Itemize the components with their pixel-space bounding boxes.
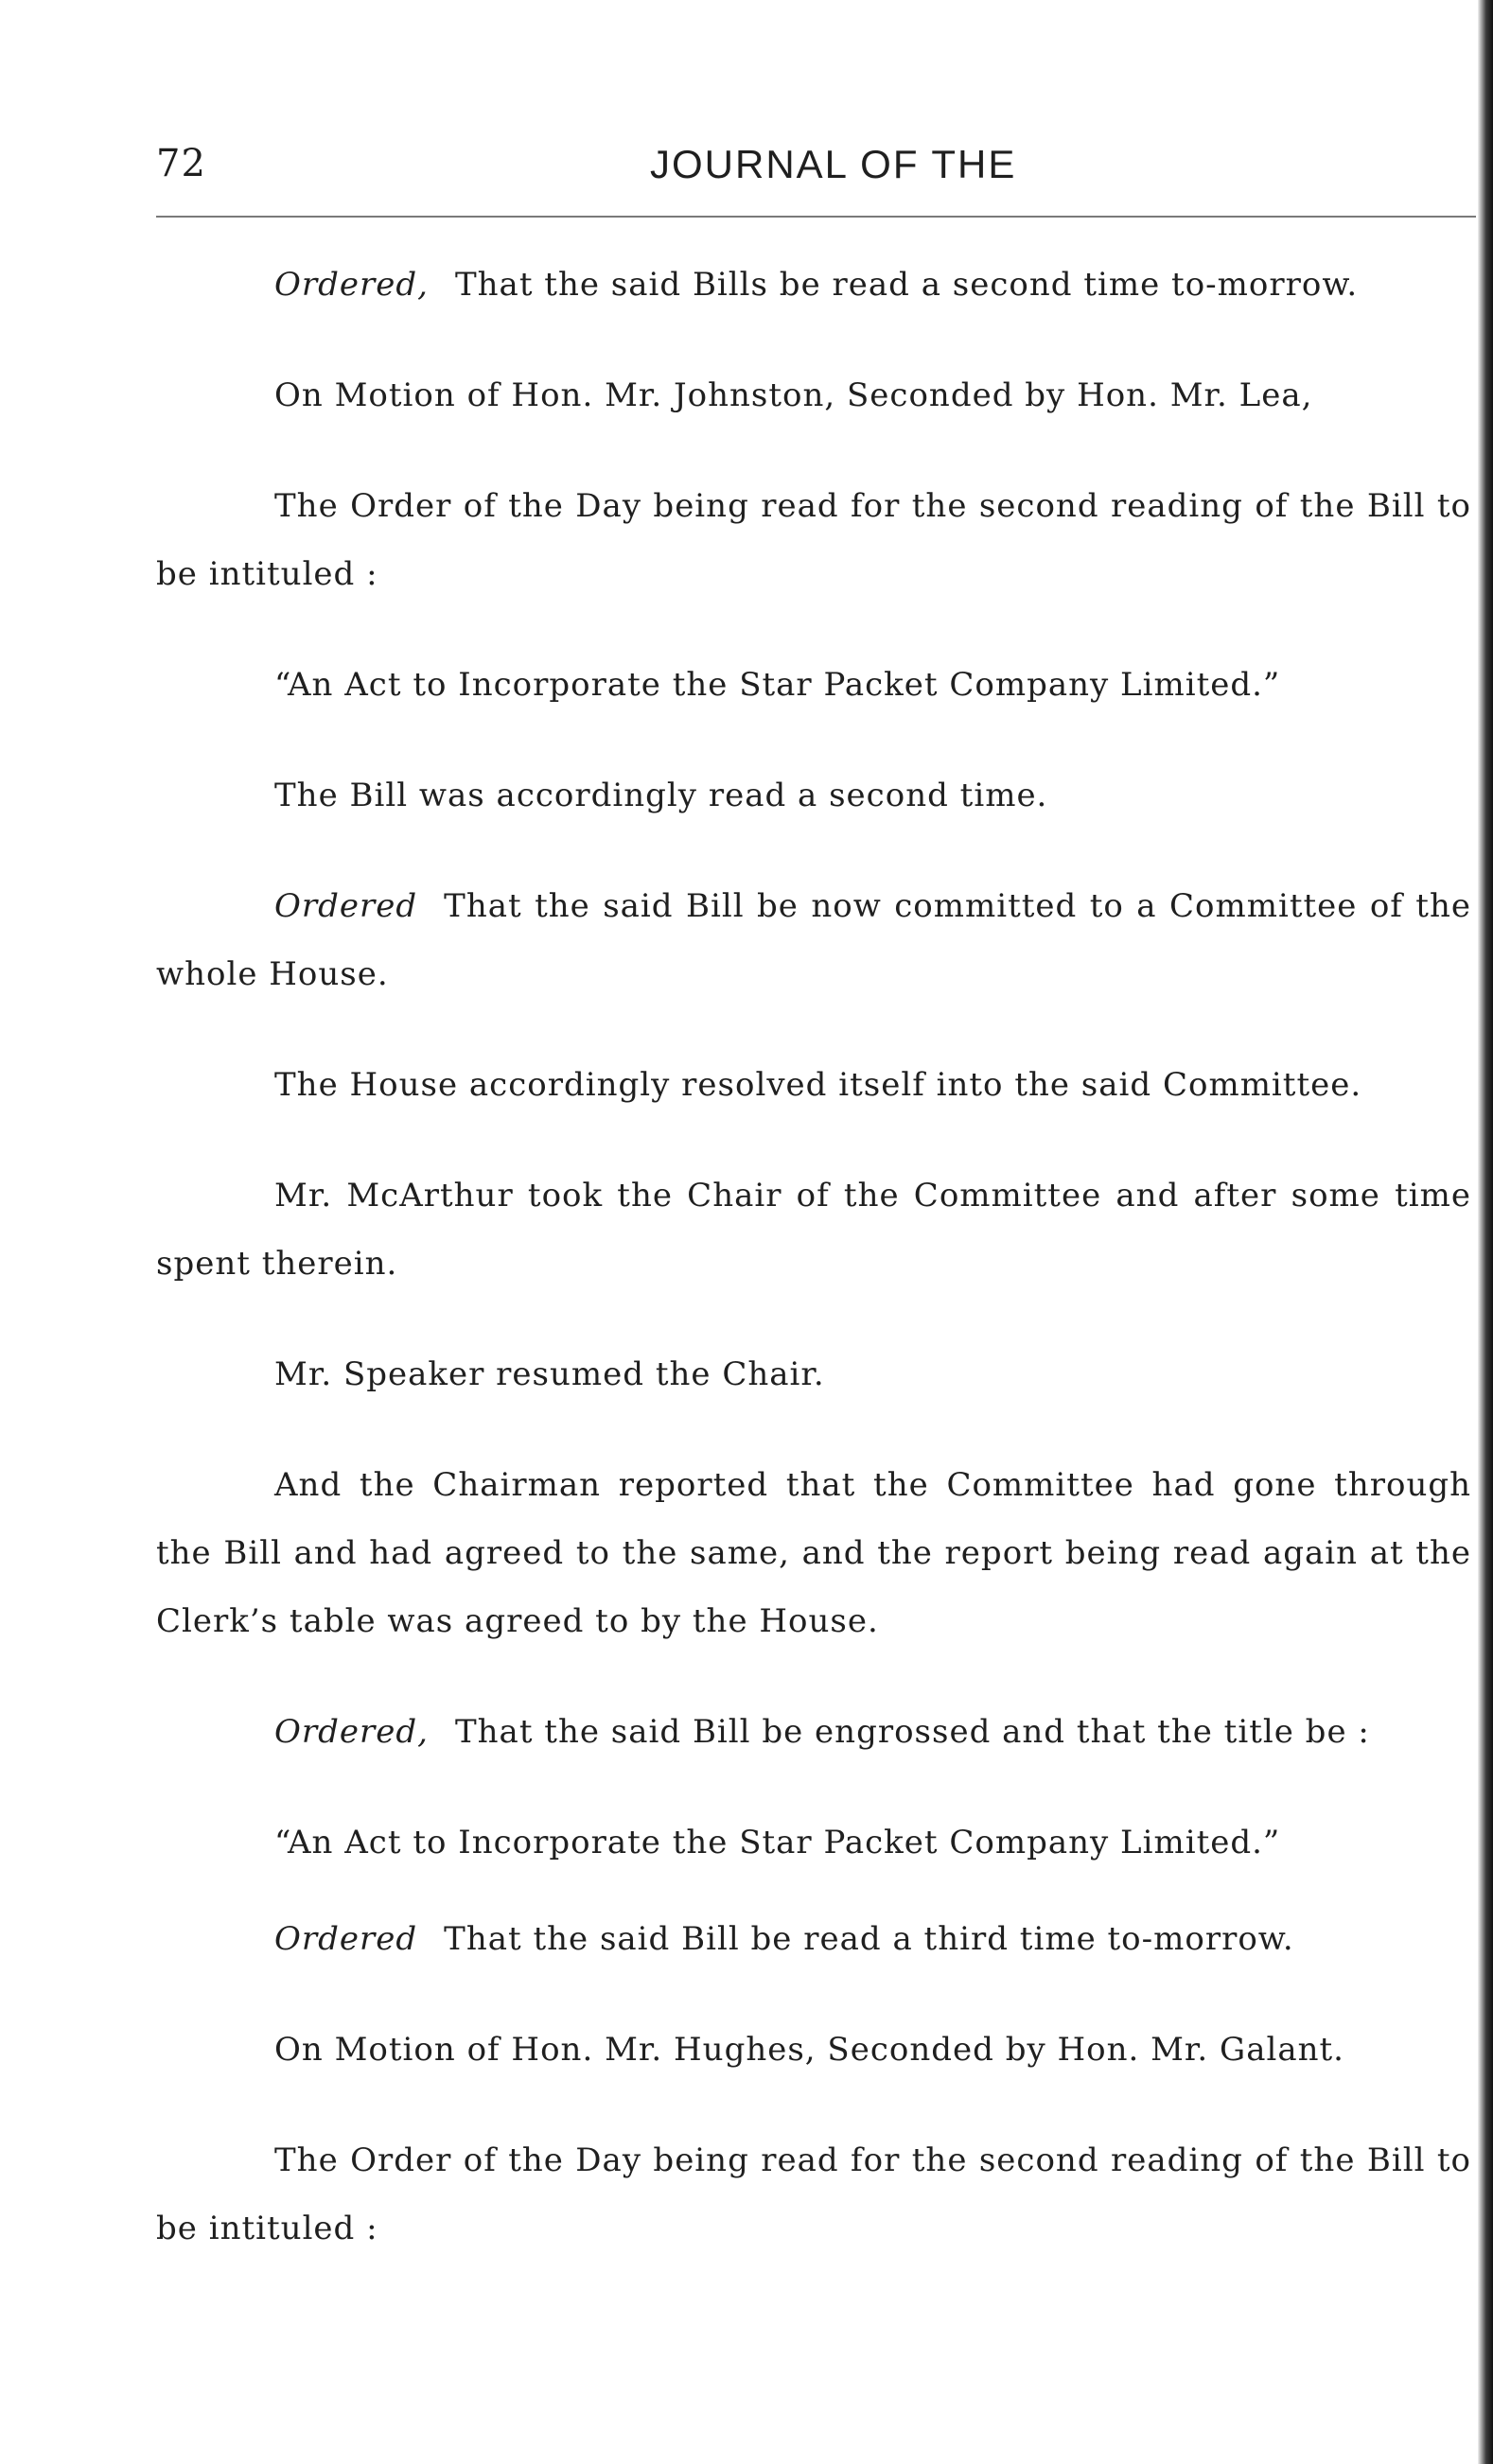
paragraph-text: Mr. Speaker resumed the Chair. — [274, 1355, 825, 1393]
paragraph-text: That the said Bill be read a third time to-morrow. — [444, 1920, 1294, 1958]
running-title: JOURNAL OF THE — [650, 142, 1017, 186]
paragraph-text: The Bill was accordingly read a second time. — [274, 777, 1048, 814]
ordered-label: Ordered, — [274, 1713, 429, 1751]
paragraph-text: And the Chairman reported that the Committee had gone through the Bill and had agreed to the same, and the report being read again at the Clerk’s table was agreed to by the House. — [156, 1466, 1471, 1640]
header-rule — [156, 216, 1476, 218]
paragraph-text: That the said Bill be now committed to a Committee of the whole House. — [156, 887, 1471, 993]
paragraph-order-of-day-second — [156, 2126, 1471, 2263]
ordered-label: Ordered, — [274, 266, 429, 304]
paragraph-text: On Motion of Hon. Mr. Hughes, Seconded by Hon. Mr. Galant. — [274, 2031, 1344, 2069]
ordered-label: Ordered — [274, 887, 418, 925]
paragraph-text: Mr. McArthur took the Chair of the Committee and after some time spent therein. — [156, 1177, 1471, 1283]
paragraph-ordered-second-reading — [156, 251, 1471, 319]
paragraph-act-title-repeat — [156, 1809, 1471, 1877]
paragraph-ordered-third-reading — [156, 1905, 1471, 1973]
paragraph-read-second-time — [156, 761, 1471, 830]
paragraph-text: That the said Bill be engrossed and that the title be : — [454, 1713, 1370, 1751]
page-header — [156, 142, 1471, 199]
paragraph-ordered-engrossed — [156, 1698, 1471, 1766]
paragraph-text: The Order of the Day being read for the second reading of the Bill to be intituled : — [156, 487, 1471, 593]
ordered-label: Ordered — [274, 1920, 418, 1958]
paragraph-text: On Motion of Hon. Mr. Johnston, Seconded by Hon. Mr. Lea, — [274, 376, 1313, 414]
paragraph-text: “An Act to Incorporate the Star Packet Company Limited.” — [274, 666, 1281, 704]
paragraph-ordered-committed — [156, 872, 1471, 1008]
paragraph-chairman-reported — [156, 1451, 1471, 1655]
page-number: 72 — [156, 142, 206, 185]
paragraph-order-of-day — [156, 472, 1471, 608]
paragraph-speaker-resumed — [156, 1340, 1471, 1408]
journal-body — [156, 251, 1471, 2305]
paragraph-mcarthur-chair — [156, 1162, 1471, 1298]
paragraph-house-resolved — [156, 1051, 1471, 1119]
paragraph-text: The House accordingly resolved itself into the said Committee. — [274, 1066, 1362, 1104]
paragraph-text: The Order of the Day being read for the second reading of the Bill to be intituled : — [156, 2141, 1471, 2247]
paragraph-act-title — [156, 651, 1471, 719]
paragraph-motion-johnston — [156, 361, 1471, 429]
paragraph-text: “An Act to Incorporate the Star Packet Company Limited.” — [274, 1824, 1281, 1861]
paragraph-text: That the said Bills be read a second time to-morrow. — [454, 266, 1359, 304]
paragraph-motion-hughes — [156, 2016, 1471, 2084]
page-edge-shadow — [1478, 0, 1493, 2464]
